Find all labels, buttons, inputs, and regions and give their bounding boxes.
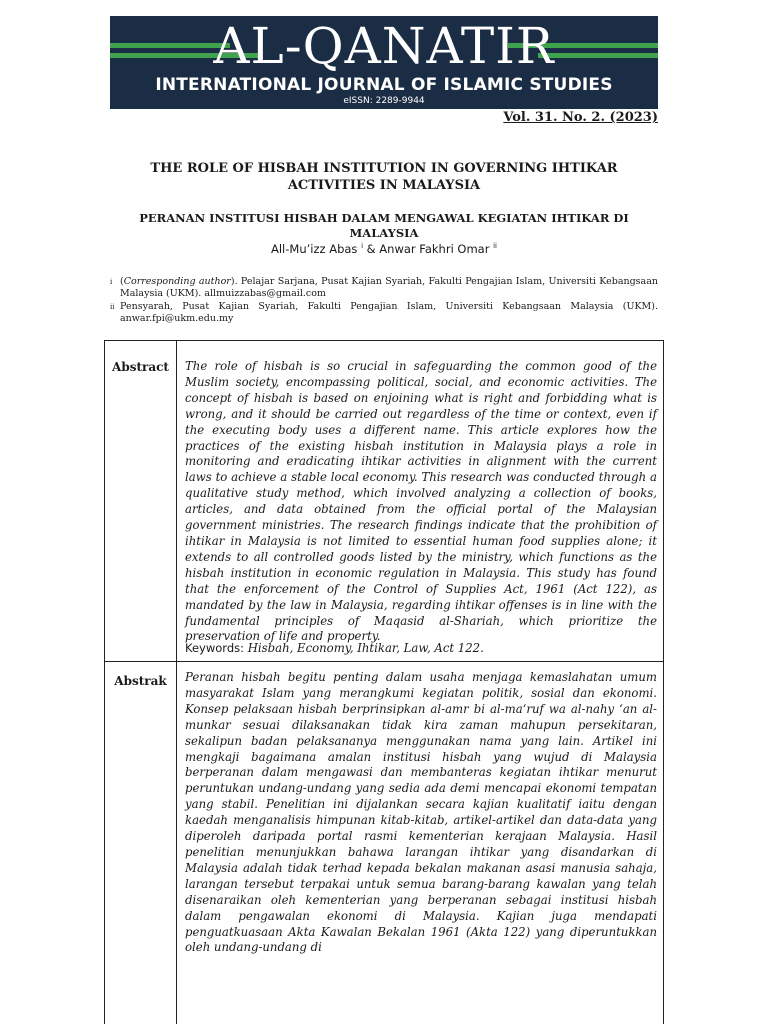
abstrak-text: Peranan hisbah begitu penting dalam usaha menjaga kemaslahatan umum masyarakat Islam yang merangkumi kegiatan politik, sosial dan ekonomi. Konsep pelaksaan hisbah berprinsipkan al-amr bi al-ma‘ruf wa al-nahy ‘an al-munkar sesuai dilaksanakan tidak kira zaman mahupun persekitaran, sekalipun badan pelaksananya menggunakan nama yang lain. Artikel ini mengkaji bagaimana amalan institusi hisbah yang wujud di Malaysia berperanan dalam mengawasi dan membanteras kegiatan ihtikar menurut peruntukan undang-undang yang sedia ada demi mencapai ekonomi tempatan yang stabil. Penelitian ini dijalankan secara kajian kualitatif iaitu dengan kaedah menganalisis himpunan kitab-kitab, artikel-artikel dan data-data yang diperoleh daripada portal rasmi kementerian kerajaan Malaysia. Hasil penelitian menunjukkan bahawa larangan ihtikar yang disandarkan di Malaysia adalah tidak terhad kepada bekalan makanan asasi manusia sahaja, larangan tersebut terpakai untuk semua barang-barang kawalan yang telah disenaraikan oleh kementerian yang berperanan sebagai institusi hisbah dalam pengawalan ekonomi di Malaysia. Kajian juga mendapati penguatkuasaan Akta Kawalan Bekalan 1961 (Akta 122) yang diperuntukkan oleh undang-undang di — [185, 670, 657, 955]
abstract-table — [104, 340, 664, 1024]
table-column-divider — [176, 341, 177, 1024]
author-joiner: & — [363, 242, 380, 256]
author-mark-2: ii — [493, 242, 497, 251]
keywords-line — [185, 641, 484, 655]
journal-issn: eISSN: 2289-9944 — [343, 96, 425, 106]
keywords-value: Hisbah, Economy, Ihtikar, Law, Act 122. — [247, 641, 484, 655]
journal-title: AL-QANATIR — [213, 17, 555, 75]
abstrak-label: Abstrak — [114, 674, 167, 688]
author-mark-1: i — [361, 242, 364, 251]
author-name-1: All-Mu’izz Abas — [271, 242, 358, 256]
affiliation-mark-2: ii — [110, 303, 115, 311]
author-line — [110, 242, 658, 256]
corresponding-author-label: Corresponding author — [123, 276, 231, 287]
keywords-label: Keywords: — [185, 641, 244, 655]
author-name-2: Anwar Fakhri Omar — [379, 242, 490, 256]
article-title-english: THE ROLE OF HISBAH INSTITUTION IN GOVERNING IHTIKAR ACTIVITIES IN MALAYSIA — [150, 161, 618, 193]
journal-subtitle: INTERNATIONAL JOURNAL OF ISLAMIC STUDIES — [155, 75, 613, 95]
affiliation-text-1: ). Pelajar Sarjana, Pusat Kajian Syariah, Fakulti Pengajian Islam, Universiti Kebangsaan Malaysia (UKM). allmuizzabas@gmail.com — [120, 276, 659, 299]
abstract-label: Abstract — [112, 360, 169, 374]
article-title-malay: PERANAN INSTITUSI HISBAH DALAM MENGAWAL KEGIATAN IHTIKAR DI MALAYSIA — [139, 211, 629, 240]
table-row-divider — [105, 661, 663, 662]
affiliation-2 — [110, 301, 658, 325]
affiliation-text-2: Pensyarah, Pusat Kajian Syariah, Fakulti Pengajian Islam, Universiti Kebangsaan Malaysia (UKM). anwar.fpi@ukm.edu.my — [120, 301, 658, 324]
journal-banner — [110, 16, 658, 109]
affiliation-1: i (Corresponding author). Pelajar Sarjana, Pusat Kajian Syariah, Fakulti Pengajian Islam, Universiti Kebangsaan Malaysia (UKM). allmuizzabas@gmail.com — [110, 276, 659, 299]
abstract-text: The role of hisbah is so crucial in safeguarding the common good of the Muslim society, encompassing political, social, and economic activities. The concept of hisbah is based on enjoining what is right and forbidding what is wrong, and it should be carried out regardless of the time or context, even if the executing body uses a different name. This article explores how the practices of the existing hisbah institution in Malaysia plays a role in monitoring and eradicating ihtikar activities in alignment with the current laws to achieve a stable local economy. This research was conducted through a qualitative study method, which involved analyzing a collection of books, articles, and data obtained from the official portal of the Malaysian government ministries. The research findings indicate that the prohibition of ihtikar in Malaysia is not limited to essential human food supplies alone; it extends to all controlled goods listed by the ministry, which functions as the hisbah institution in economic regulation in Malaysia. This study has found that the enforcement of the Control of Supplies Act, 1961 (Act 122), as mandated by the law in Malaysia, regarding ihtikar offenses is in line with the fundamental principles of Maqasid al-Shariah, which prioritize the preservation of life and property. — [185, 359, 657, 644]
affiliation-mark-1: i — [110, 278, 113, 286]
volume-info: Vol. 31. No. 2. (2023) — [503, 110, 658, 125]
